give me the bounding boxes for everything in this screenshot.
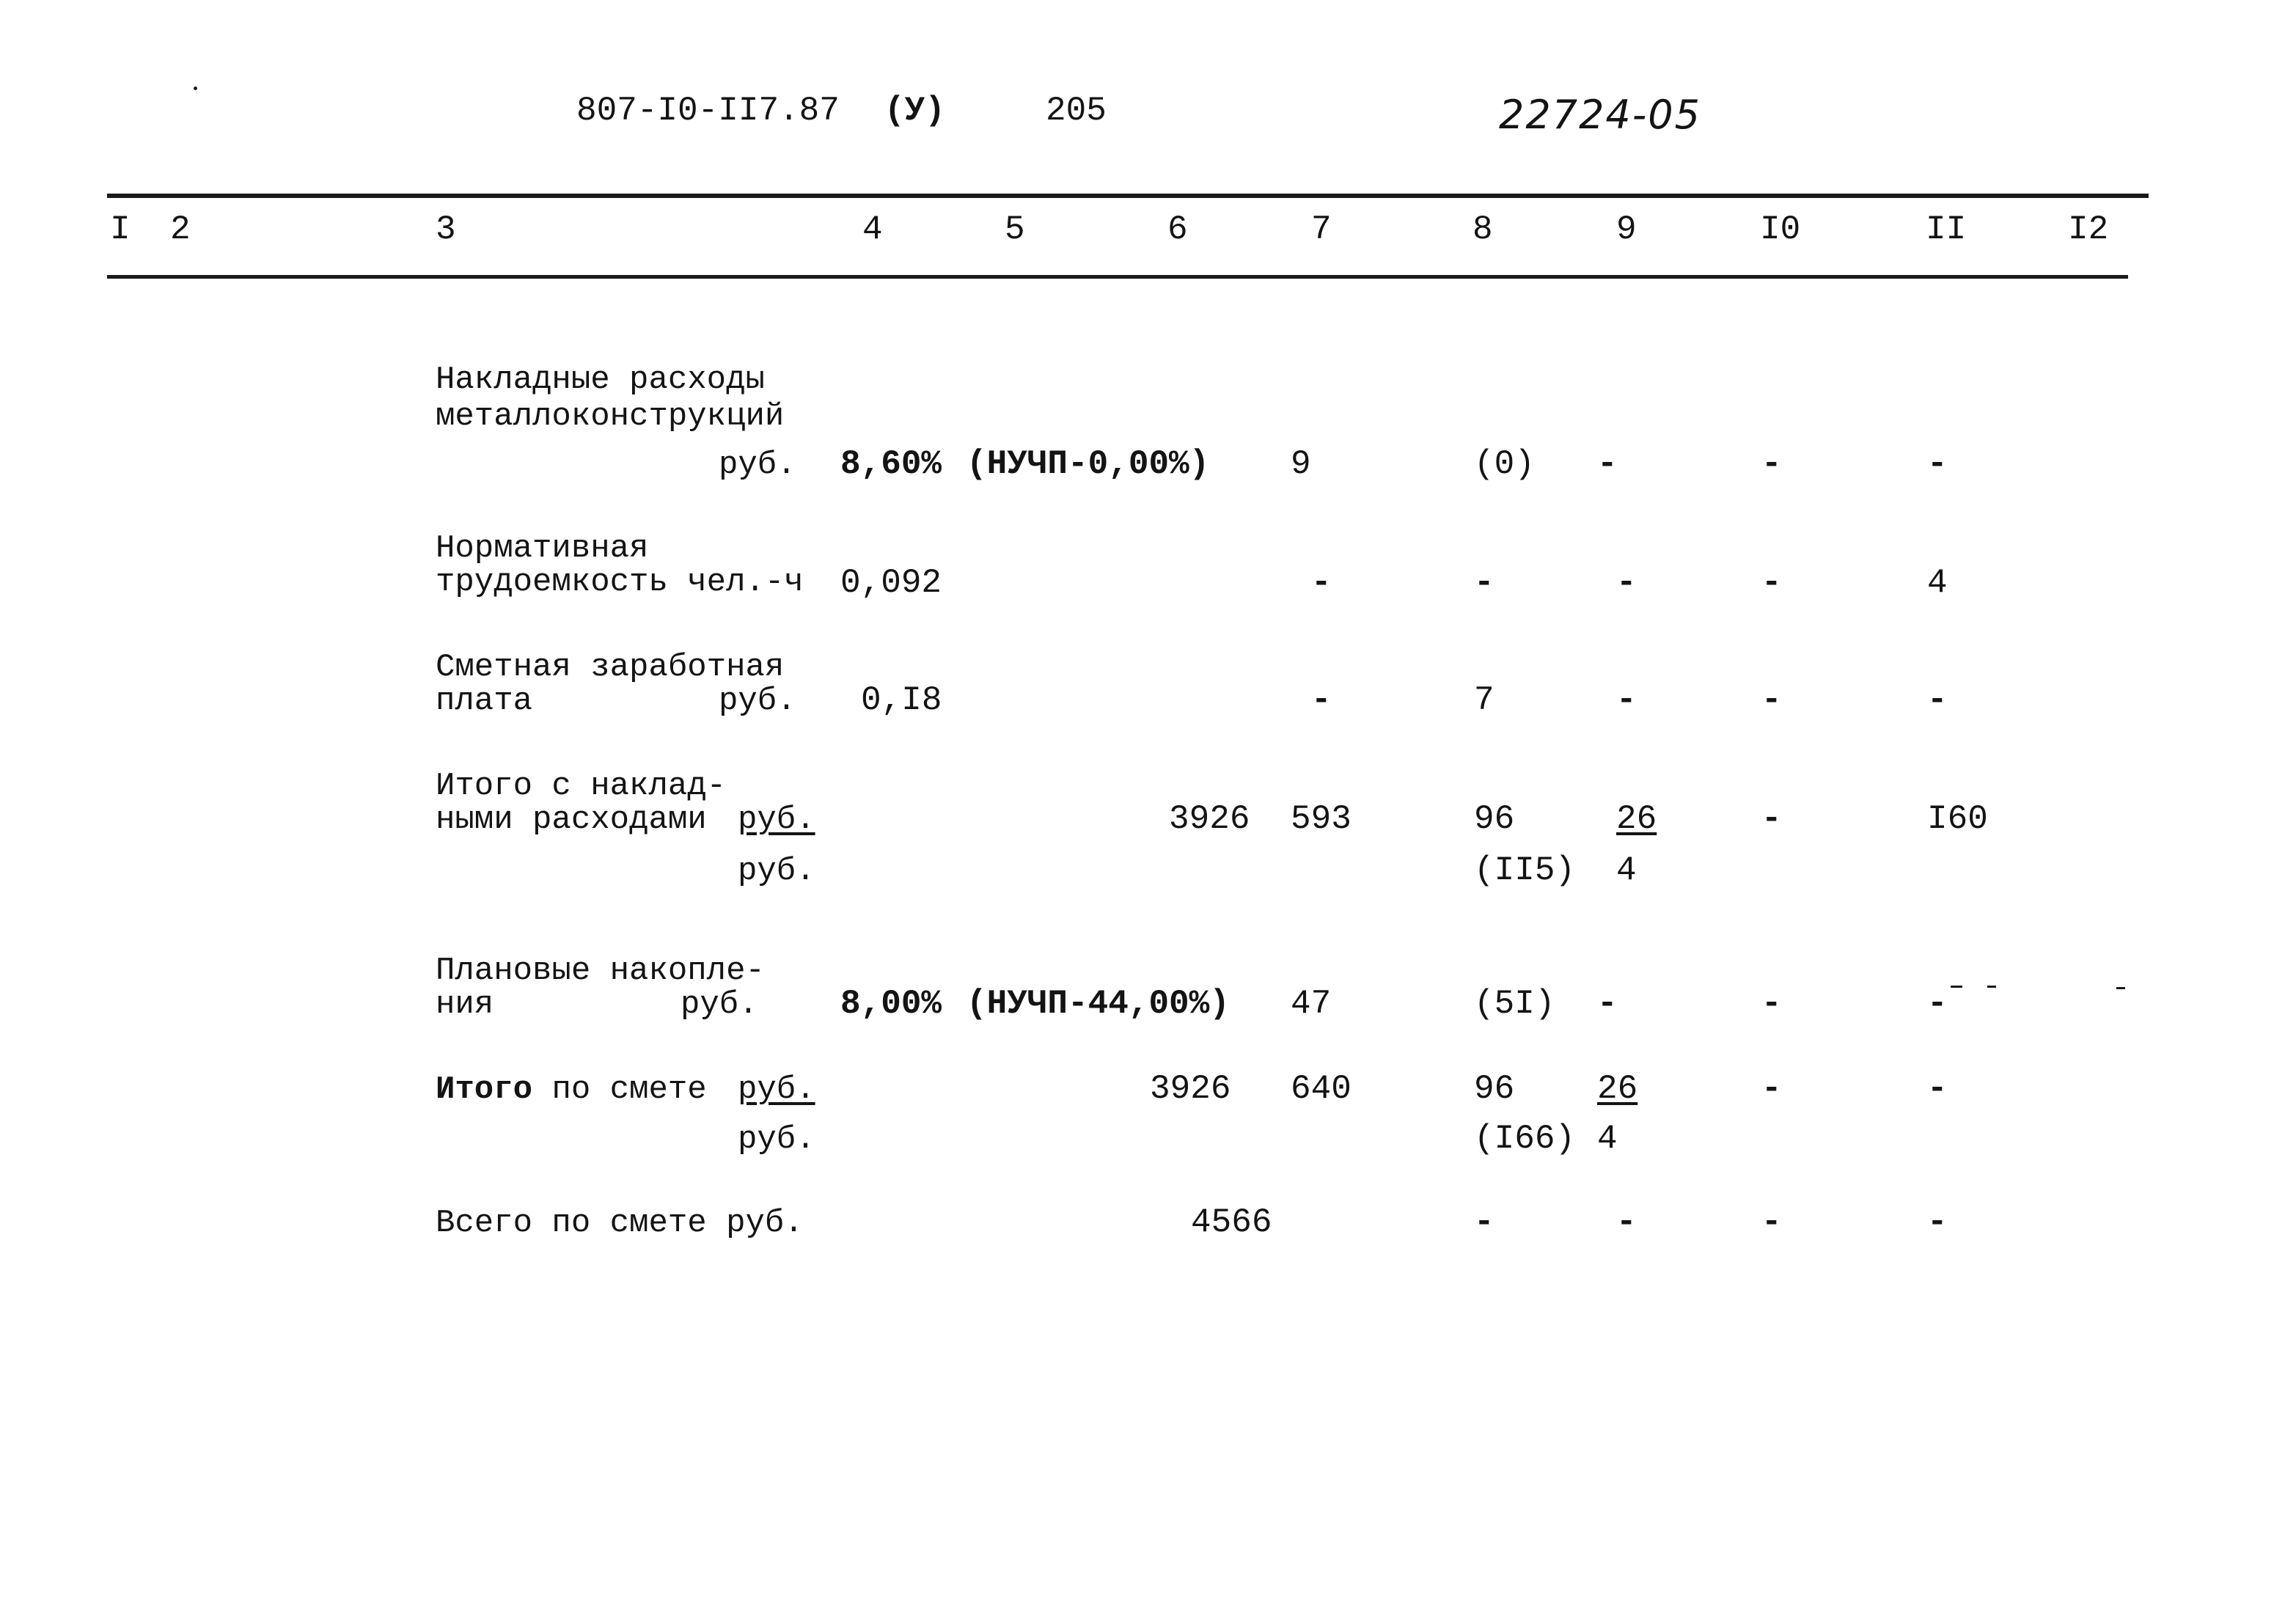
row-label: металлоконструкций	[436, 398, 785, 435]
cell-col4: 0,092	[840, 564, 942, 602]
cell-col7: 640	[1291, 1070, 1351, 1108]
row-label: Нормативная	[436, 530, 649, 567]
cell-col4: 8,00%	[840, 985, 942, 1023]
cell-col9: -	[1616, 681, 1637, 719]
cell-col10: -	[1761, 445, 1782, 483]
cell-col10: -	[1761, 1070, 1782, 1108]
faint-mark	[1951, 986, 1962, 988]
cell-col9: -	[1597, 985, 1618, 1023]
row-label: Итого с наклад-	[436, 768, 727, 804]
unit-label: руб.	[681, 986, 758, 1023]
column-number: 5	[1005, 210, 1025, 249]
cell-col8: (II5)	[1474, 851, 1576, 889]
cell-col7: 9	[1291, 445, 1311, 483]
row-label: Плановые накопле-	[436, 953, 765, 989]
cell-col10: -	[1761, 564, 1782, 602]
cell-col8: -	[1474, 1203, 1494, 1241]
row-label: Сметная заработная	[436, 649, 785, 686]
page-number: 205	[1046, 92, 1107, 130]
cell-col10: -	[1761, 681, 1782, 719]
cell-col11: -	[1927, 1203, 1948, 1241]
cell-col7: 593	[1291, 800, 1351, 838]
cell-col9: 26	[1616, 800, 1657, 838]
column-number: 7	[1311, 210, 1332, 249]
row-label: ными расходами	[436, 802, 707, 838]
row-label-bold: Итого	[436, 1071, 533, 1108]
cell-col6: 3926	[1169, 800, 1250, 838]
row-label: Накладные расходы	[436, 362, 765, 398]
row-label	[436, 1071, 707, 1108]
cell-col10: -	[1761, 1203, 1782, 1241]
column-number: 4	[862, 210, 883, 249]
cell-col9: -	[1616, 1203, 1637, 1241]
cell-col11: I60	[1927, 800, 1988, 838]
cell-col9: -	[1597, 445, 1618, 483]
row-label: ния	[436, 986, 494, 1023]
row-label: плата	[436, 683, 533, 719]
cell-col7: -	[1311, 564, 1332, 602]
cell-col6: 3926	[1150, 1070, 1231, 1108]
speck	[194, 87, 197, 90]
cell-col8: 96	[1474, 800, 1515, 838]
cell-col11: 4	[1927, 564, 1948, 602]
column-number: I2	[2068, 210, 2109, 249]
cell-col7: -	[1311, 681, 1332, 719]
cell-col11: -	[1927, 985, 1948, 1023]
column-number: 3	[436, 210, 456, 249]
cell-col8: (0)	[1474, 445, 1535, 483]
cell-col10: -	[1761, 985, 1782, 1023]
cell-col8: -	[1474, 564, 1494, 602]
unit-label: руб.	[719, 683, 796, 719]
faint-mark	[2116, 987, 2125, 989]
unit-label: руб.	[738, 853, 815, 889]
unit-label: руб.	[738, 1121, 815, 1158]
cell-col11: -	[1927, 681, 1948, 719]
row-label: Всего по смете руб.	[436, 1205, 804, 1241]
grand-total-value: 4566	[1191, 1203, 1272, 1241]
row-label-rest: по смете	[551, 1071, 707, 1108]
table-header-bottom-rule	[107, 275, 2128, 279]
cell-col9: 4	[1597, 1120, 1618, 1158]
cell-col8: (I66)	[1474, 1120, 1576, 1158]
cell-col10: -	[1761, 800, 1782, 838]
cell-col5: (НУЧП-44,00%)	[967, 985, 1230, 1023]
cell-col11: -	[1927, 445, 1948, 483]
cell-col9: 4	[1616, 851, 1637, 889]
cell-col9: 26	[1597, 1070, 1638, 1108]
document-code: 807-I0-II7.87	[576, 92, 840, 130]
handwritten-inventory-number: 22724-05	[1499, 92, 1701, 138]
column-number: 2	[170, 210, 191, 249]
cell-col8: (5I)	[1474, 985, 1555, 1023]
unit-label: руб.	[719, 447, 796, 483]
cell-col11: -	[1927, 1070, 1948, 1108]
cell-col5: (НУЧП-0,00%)	[967, 445, 1210, 483]
row-label: трудоемкость чел.-ч	[436, 564, 804, 601]
column-number: II	[1926, 210, 1967, 249]
column-number: 6	[1167, 210, 1188, 249]
cell-col4: 0,I8	[861, 681, 942, 719]
unit-label: руб.	[738, 802, 815, 838]
unit-label: руб.	[738, 1071, 815, 1108]
document-variant: (У)	[884, 92, 945, 130]
column-number: I	[110, 210, 131, 249]
faint-mark	[1987, 986, 1996, 988]
cell-col9: -	[1616, 564, 1637, 602]
column-number: 9	[1616, 210, 1637, 249]
column-number: I0	[1760, 210, 1801, 249]
column-number: 8	[1472, 210, 1493, 249]
table-top-rule	[107, 194, 2149, 198]
cell-col7: 47	[1291, 985, 1332, 1023]
cell-col4: 8,60%	[840, 445, 942, 483]
cell-col8: 96	[1474, 1070, 1515, 1108]
cell-col8: 7	[1474, 681, 1494, 719]
